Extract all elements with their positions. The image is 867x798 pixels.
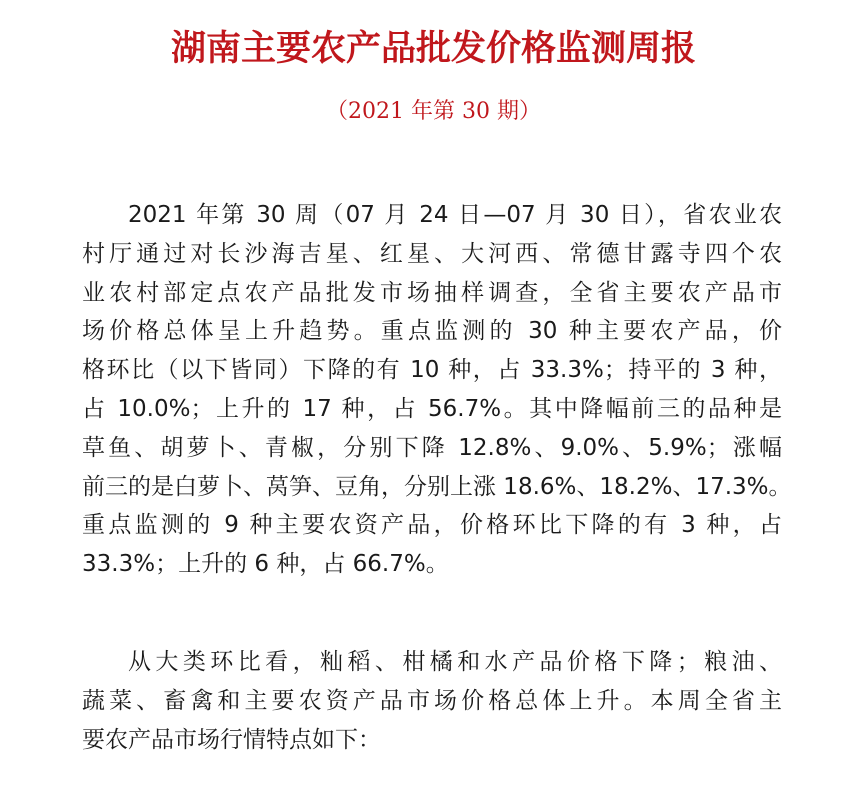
- paragraph-line: 业农村部定点农产品批发市场抽样调查，全省主要农产品市: [82, 279, 782, 306]
- paragraph-line: 前三的是白萝卜、莴笋、豆角，分别上涨 18.6%、18.2%、17.3%。: [82, 473, 792, 500]
- paragraph-line: 村厅通过对长沙海吉星、红星、大河西、常德甘露寺四个农: [82, 240, 782, 267]
- paragraph-line: 场价格总体呈上升趋势。重点监测的 30 种主要农产品，价: [82, 318, 782, 345]
- paragraph-line: 占 10.0%；上升的 17 种，占 56.7%。其中降幅前三的品种是: [82, 395, 782, 422]
- paragraph-line: 33.3%；上升的 6 种，占 66.7%。: [82, 551, 449, 578]
- paragraph-line: 重点监测的 9 种主要农资产品，价格环比下降的有 3 种，占: [82, 512, 782, 539]
- paragraph-category-overview: [82, 643, 782, 759]
- paragraph-line: 草鱼、胡萝卜、青椒，分别下降 12.8%、9.0%、5.9%；涨幅: [82, 434, 782, 461]
- paragraph-line: 蔬菜、畜禽和主要农资产品市场价格总体上升。本周全省主: [82, 687, 782, 714]
- paragraph-summary: [82, 196, 792, 584]
- paragraph-line: 从大类环比看，籼稻、柑橘和水产品价格下降；粮油、: [128, 649, 782, 675]
- report-title: 湖南主要农产品批发价格监测周报: [170, 28, 696, 69]
- report-issue: （2021 年第 30 期）: [326, 99, 541, 124]
- paragraph-line: 格环比（以下皆同）下降的有 10 种，占 33.3%；持平的 3 种，: [82, 357, 782, 384]
- paragraph-line: 要农产品市场行情特点如下：: [82, 726, 381, 753]
- paragraph-line: 2021 年第 30 周（07 月 24 日—07 月 30 日），省农业农: [128, 202, 782, 228]
